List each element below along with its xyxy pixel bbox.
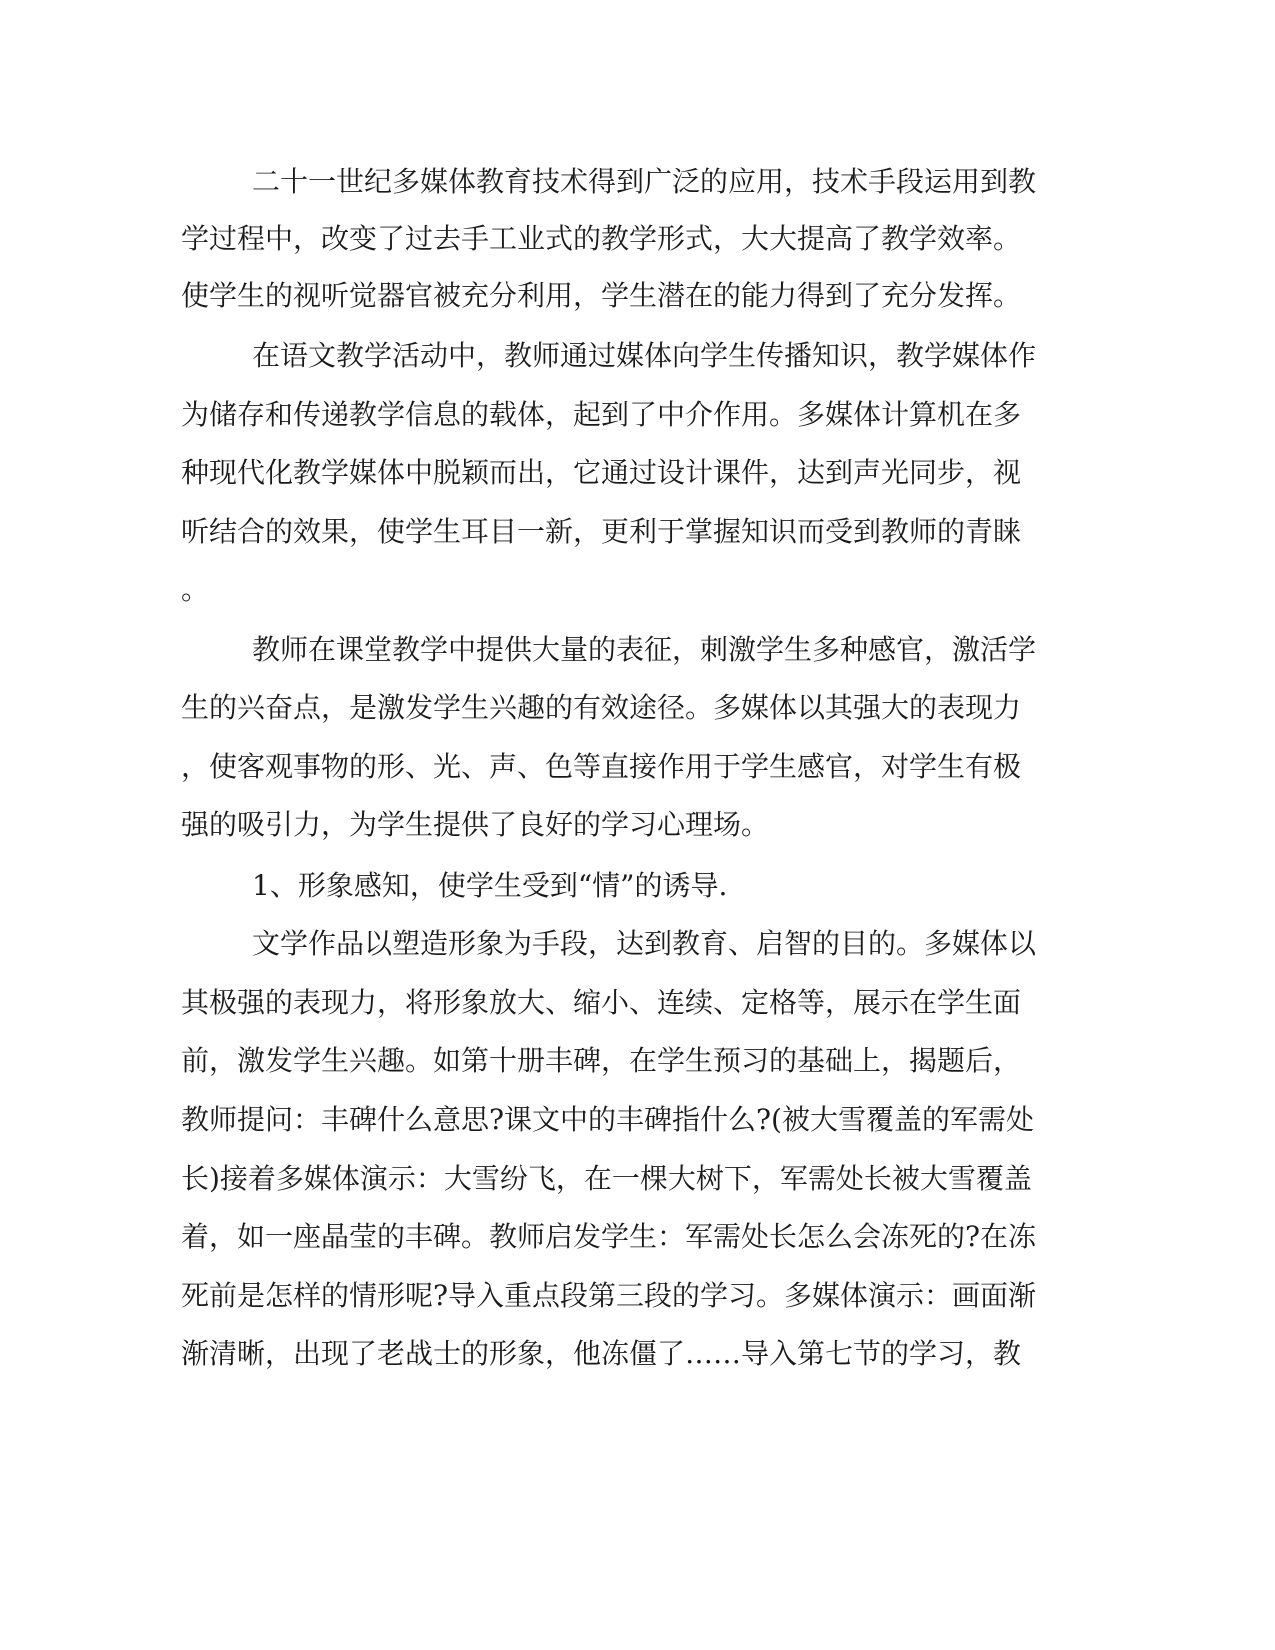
text-line: 教师在课堂教学中提供大量的表征，刺激学生多种感官，激活学 xyxy=(252,633,1037,666)
text-line: 学过程中，改变了过去手工业式的教学形式，大大提高了教学效率。 xyxy=(181,222,1022,255)
text-line: 前，激发学生兴趣。如第十册丰碑，在学生预习的基础上，揭题后， xyxy=(181,1044,1022,1077)
paragraph-5-line-8 xyxy=(0,1334,1275,1374)
text-line: 在语文教学活动中，教师通过媒体向学生传播知识，教学媒体作 xyxy=(252,339,1037,372)
text-line: 为储存和传递教学信息的载体，起到了中介作用。多媒体计算机在多 xyxy=(181,398,1022,431)
paragraph-5-line-5 xyxy=(0,1159,1275,1199)
text-line: 强的吸引力，为学生提供了良好的学习心理场。 xyxy=(181,808,770,841)
text-line: 二十一世纪多媒体教育技术得到广泛的应用，技术手段运用到教 xyxy=(252,165,1037,198)
paragraph-2-line-4 xyxy=(0,512,1275,552)
text-line: 听结合的效果，使学生耳目一新，更利于掌握知识而受到教师的青睐 xyxy=(181,515,1022,548)
paragraph-5-line-7 xyxy=(0,1276,1275,1316)
paragraph-5-line-2 xyxy=(0,983,1275,1023)
text-line: 死前是怎样的情形呢?导入重点段第三段的学习。多媒体演示：画面渐 xyxy=(181,1279,1037,1312)
paragraph-1-line-2 xyxy=(0,219,1275,259)
text-line: 生的兴奋点，是激发学生兴趣的有效途径。多媒体以其强大的表现力 xyxy=(181,691,1022,724)
paragraph-1-line-1 xyxy=(0,162,1275,202)
paragraph-3-line-4 xyxy=(0,805,1275,845)
text-line: 着，如一座晶莹的丰碑。教师启发学生：军需处长怎么会冻死的?在冻 xyxy=(181,1220,1037,1253)
text-line: 教师提问：丰碑什么意思?课文中的丰碑指什么?(被大雪覆盖的军需处 xyxy=(181,1103,1034,1136)
text-line: 。 xyxy=(181,573,210,606)
paragraph-2-line-1 xyxy=(0,336,1275,376)
paragraph-2-line-3 xyxy=(0,453,1275,493)
section-heading xyxy=(0,866,1275,906)
text-line: 文学作品以塑造形象为手段，达到教育、启智的目的。多媒体以 xyxy=(252,927,1037,960)
paragraph-3-line-3 xyxy=(0,747,1275,787)
paragraph-3-line-2 xyxy=(0,688,1275,728)
paragraph-5-line-3 xyxy=(0,1041,1275,1081)
paragraph-5-line-1 xyxy=(0,924,1275,964)
paragraph-2-line-2 xyxy=(0,395,1275,435)
paragraph-5-line-6 xyxy=(0,1217,1275,1257)
paragraph-3-line-1 xyxy=(0,630,1275,670)
text-line: 种现代化教学媒体中脱颖而出，它通过设计课件，达到声光同步，视 xyxy=(181,456,1022,489)
text-line: 渐清晰，出现了老战士的形象，他冻僵了……导入第七节的学习，教 xyxy=(181,1337,1022,1370)
text-line: 其极强的表现力，将形象放大、缩小、连续、定格等，展示在学生面 xyxy=(181,986,1022,1019)
text-line: 长)接着多媒体演示：大雪纷飞，在一棵大树下，军需处长被大雪覆盖 xyxy=(181,1162,1032,1195)
paragraph-1-line-3 xyxy=(0,276,1275,316)
paragraph-5-line-4 xyxy=(0,1100,1275,1140)
text-line: ，使客观事物的形、光、声、色等直接作用于学生感官，对学生有极 xyxy=(181,750,1022,783)
paragraph-2-line-5 xyxy=(0,570,1275,610)
text-line: 使学生的视听觉器官被充分利用，学生潜在的能力得到了充分发挥。 xyxy=(181,279,1022,312)
text-line: 1、形象感知，使学生受到“情”的诱导. xyxy=(252,869,728,902)
